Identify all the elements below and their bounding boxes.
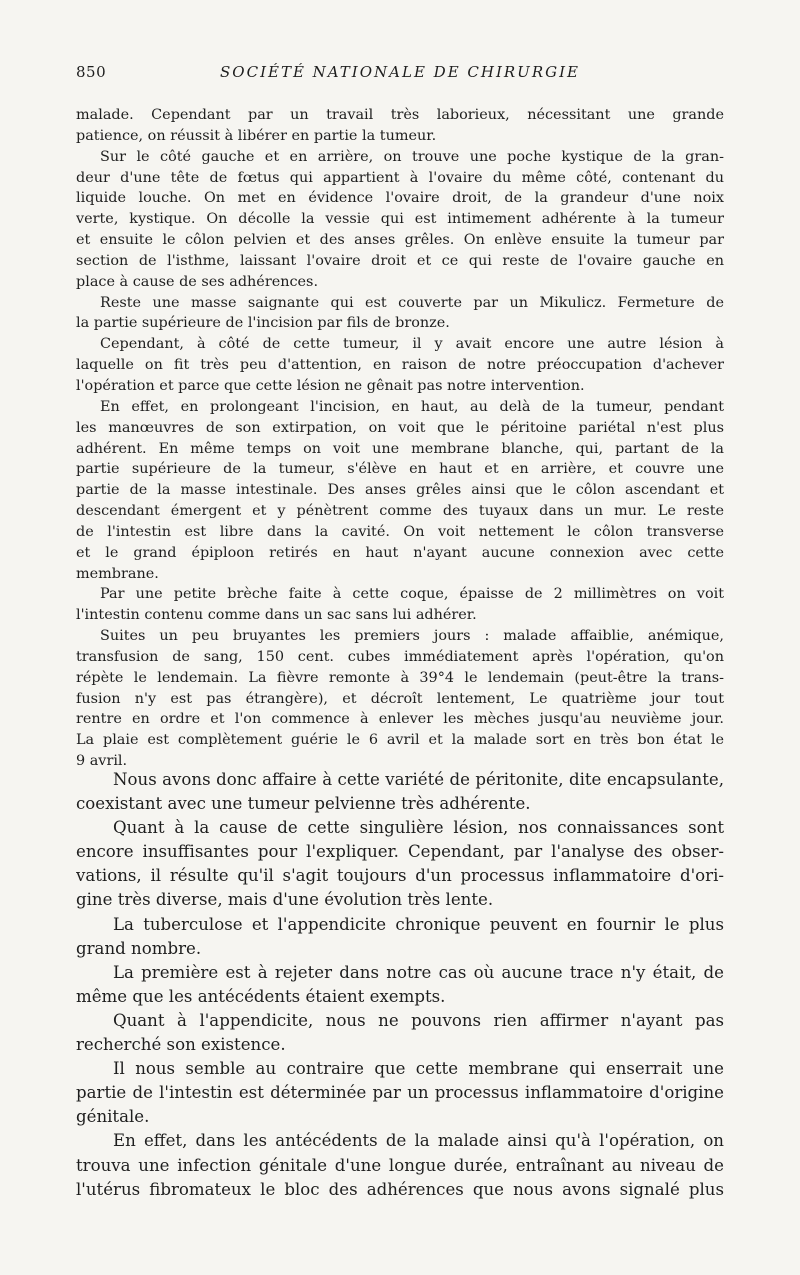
text-line: encore insuffisantes pour l'expliquer. Cependant, par l'analyse des obser-	[76, 842, 724, 862]
text-line: de l'intestin est libre dans la cavité. On voit nettement le côlon transverse	[76, 523, 724, 540]
text-line: recherché son existence.	[76, 1035, 286, 1055]
text-line: la partie supérieure de l'incision par fils de bronze.	[76, 315, 450, 332]
text-line: grand nombre.	[76, 938, 202, 958]
text-line: partie de l'intestin est déterminée par un processus inflammatoire d'origine	[76, 1083, 724, 1103]
text-line: fusion n'y est pas étrangère), et décroît lentement, Le quatrième jour tout	[76, 690, 724, 707]
text-line: vations, il résulte qu'il s'agit toujours d'un processus inflammatoire d'ori-	[76, 866, 724, 886]
text-line: et le grand épiploon retirés en haut n'ayant aucune connexion avec cette	[76, 544, 724, 561]
text-line: section de l'isthme, laissant l'ovaire droit et ce qui reste de l'ovaire gauche en	[76, 252, 724, 269]
text-line: Reste une masse saignante qui est couverte par un Mikulicz. Fermeture de	[100, 294, 724, 311]
text-line: Par une petite brèche faite à cette coque, épaisse de 2 millimètres on voit	[100, 586, 724, 603]
text-line: 9 avril.	[76, 753, 128, 770]
text-line: En effet, en prolongeant l'incision, en haut, au delà de la tumeur, pendant	[100, 398, 724, 415]
text-line: La plaie est complètement guérie le 6 avril et la malade sort en très bon état le	[76, 732, 724, 749]
text-line: l'opération et parce que cette lésion ne gênait pas notre intervention.	[76, 377, 585, 394]
discussion-text	[76, 768, 724, 1202]
text-line: partie supérieure de la tumeur, s'élève en haut et en arrière, et couvre une	[76, 461, 724, 478]
text-line: Sur le côté gauche et en arrière, on trouve une poche kystique de la gran-	[100, 148, 724, 165]
text-line: et ensuite le côlon pelvien et des anses grêles. On enlève ensuite la tumeur par	[76, 232, 724, 249]
text-line: La tuberculose et l'appendicite chronique peuvent en fournir le plus	[113, 914, 724, 934]
text-line: La première est à rejeter dans notre cas où aucune trace n'y était, de	[113, 962, 724, 982]
text-line: Nous avons donc affaire à cette variété de péritonite, dite encapsulante,	[113, 770, 724, 789]
text-line: génitale.	[76, 1107, 150, 1127]
case-observation-text	[76, 105, 724, 772]
text-line: membrane.	[76, 565, 159, 582]
text-line: malade. Cependant par un travail très laborieux, nécessitant une grande	[76, 107, 724, 123]
text-line: répète le lendemain. La fièvre remonte à 39°4 le lendemain (peut-être la trans-	[76, 669, 724, 686]
text-line: liquide louche. On met en évidence l'ovaire droit, de la grandeur d'une noix	[76, 190, 724, 207]
text-line: gine très diverse, mais d'une évolution très lente.	[76, 890, 494, 910]
text-line: Quant à l'appendicite, nous ne pouvons rien affirmer n'ayant pas	[113, 1010, 724, 1030]
text-line: Quant à la cause de cette singulière lésion, nos connaissances sont	[113, 818, 724, 838]
text-line: patience, on réussit à libérer en partie la tumeur.	[76, 127, 437, 144]
text-line: En effet, dans les antécédents de la malade ainsi qu'à l'opération, on	[113, 1131, 724, 1151]
text-line: même que les antécédents étaient exempts.	[76, 986, 446, 1006]
text-line: descendant émergent et y pénètrent comme des tuyaux dans un mur. Le reste	[76, 503, 724, 520]
text-line: l'intestin contenu comme dans un sac sans lui adhérer.	[76, 607, 477, 624]
text-line: transfusion de sang, 150 cent. cubes immédiatement après l'opération, qu'on	[76, 648, 724, 665]
text-line: coexistant avec une tumeur pelvienne très adhérente.	[76, 794, 531, 814]
text-line: place à cause de ses adhérences.	[76, 273, 319, 290]
text-line: Cependant, à côté de cette tumeur, il y avait encore une autre lésion à	[100, 336, 724, 353]
text-line: trouva une infection génitale d'une longue durée, entraînant au niveau de	[76, 1155, 724, 1175]
text-line: partie de la masse intestinale. Des anses grêles ainsi que le côlon ascendant et	[76, 482, 724, 499]
text-line: Suites un peu bruyantes les premiers jours : malade affaiblie, anémique,	[100, 628, 724, 645]
text-line: l'utérus fibromateux le bloc des adhérences que nous avons signalé plus	[76, 1179, 724, 1199]
running-title: SOCIÉTÉ NATIONALE DE CHIRURGIE	[220, 63, 580, 81]
text-line: deur d'une tête de fœtus qui appartient à l'ovaire du même côté, contenant du	[76, 169, 724, 186]
text-line: rentre en ordre et l'on commence à enlever les mèches jusqu'au neuvième jour.	[76, 711, 724, 728]
text-line: les manœuvres de son extirpation, on voit que le péritoine pariétal n'est plus	[76, 419, 724, 436]
page-number: 850	[76, 63, 107, 81]
text-line: laquelle on fit très peu d'attention, en raison de notre préoccupation d'achever	[76, 357, 724, 374]
text-line: Il nous semble au contraire que cette membrane qui enserrait une	[113, 1059, 724, 1079]
page-header	[76, 63, 724, 85]
text-line: verte, kystique. On décolle la vessie qui est intimement adhérente à la tumeur	[76, 211, 724, 228]
text-line: adhérent. En même temps on voit une membrane blanche, qui, partant de la	[76, 440, 724, 457]
